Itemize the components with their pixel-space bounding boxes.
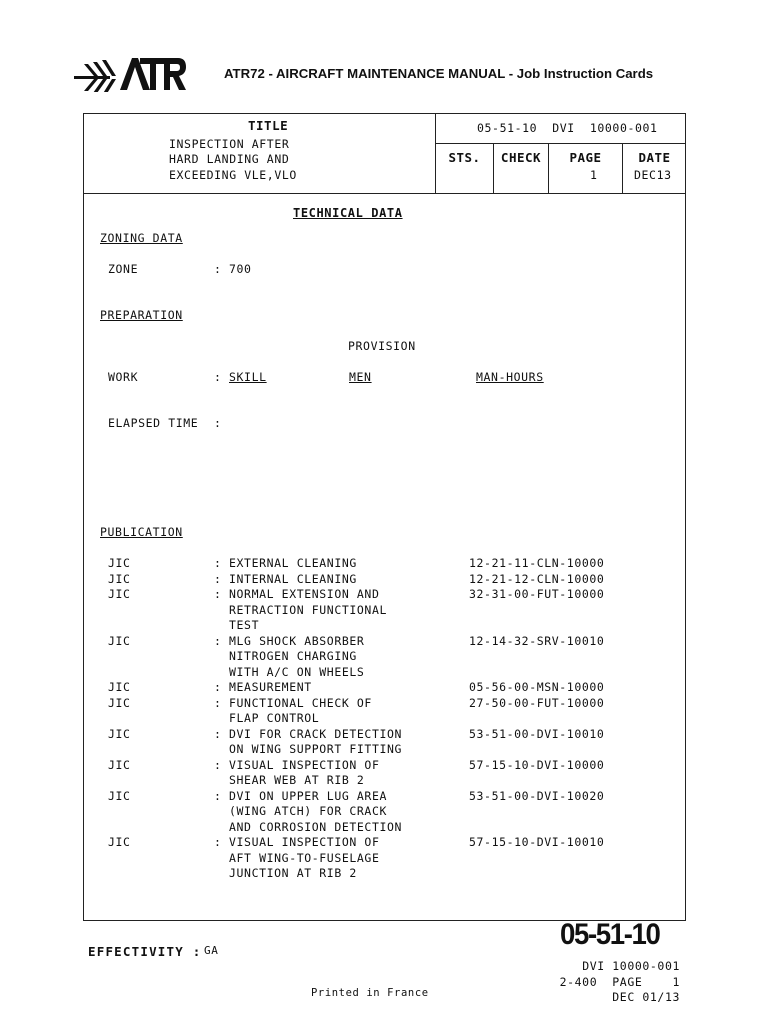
publication-description-line: FUNCTIONAL CHECK OF [229, 695, 372, 710]
publication-colon: : [214, 633, 222, 648]
technical-data-heading: TECHNICAL DATA [293, 206, 403, 220]
date-column-label: DATE [638, 150, 671, 165]
zone-label: ZONE [108, 262, 139, 276]
chapter-code: 05-51-10 [560, 918, 660, 951]
footer-date-line: DEC 01/13 [612, 990, 680, 1004]
title-label: TITLE [248, 118, 289, 133]
publication-description-line: NITROGEN CHARGING [229, 649, 357, 663]
publication-description-line: NORMAL EXTENSION AND [229, 587, 380, 601]
title-line-2: HARD LANDING AND [169, 152, 290, 166]
publication-heading: PUBLICATION [100, 525, 183, 539]
publication-type: JIC [108, 587, 131, 601]
publication-reference: 53-51-00-DVI-10020 [469, 788, 605, 803]
publication-type: JIC [108, 571, 131, 586]
publication-reference: 12-21-11-CLN-10000 [469, 556, 605, 570]
publication-description-line: DVI ON UPPER LUG AREA [229, 788, 387, 803]
publication-description-line: AFT WING-TO-FUSELAGE [229, 850, 380, 865]
manual-title: ATR72 - AIRCRAFT MAINTENANCE MANUAL - Job Instruction Cards [224, 66, 654, 81]
elapsed-time-colon: : [214, 416, 222, 430]
preparation-heading: PREPARATION [100, 308, 183, 322]
publication-type: JIC [108, 556, 131, 570]
date-value: DEC13 [634, 168, 672, 182]
publication-colon: : [214, 788, 222, 803]
publication-reference: 32-31-00-FUT-10000 [469, 587, 605, 601]
publication-description-line: SHEAR WEB AT RIB 2 [229, 773, 365, 787]
publication-type: JIC [108, 680, 131, 694]
sts-column-label: STS. [448, 150, 481, 165]
task-reference: 05-51-10 DVI 10000-001 [477, 121, 658, 135]
effectivity-label: EFFECTIVITY : [88, 944, 202, 959]
elapsed-time-label: ELAPSED TIME [108, 416, 199, 430]
publication-description-line: DVI FOR CRACK DETECTION [229, 726, 403, 741]
title-line-3: EXCEEDING VLE,VLO [169, 168, 297, 182]
atr-logo [74, 54, 186, 92]
publication-description-line: TEST [229, 618, 260, 632]
publication-reference: 12-21-12-CLN-10000 [469, 571, 605, 586]
publication-description-line: (WING ATCH) FOR CRACK [229, 804, 387, 818]
publication-description-line: JUNCTION AT RIB 2 [229, 866, 357, 880]
page-column-label: PAGE [569, 150, 602, 165]
work-colon: : [214, 370, 222, 384]
man-hours-label: MAN-HOURS [476, 370, 544, 384]
publication-colon: : [214, 587, 222, 601]
publication-reference: 12-14-32-SRV-10010 [469, 633, 605, 648]
publication-description-line: WITH A/C ON WHEELS [229, 664, 365, 679]
publication-type: JIC [108, 695, 131, 710]
footer-doc-ref: DVI 10000-001 [582, 959, 680, 973]
publication-type: JIC [108, 788, 131, 803]
publication-colon: : [214, 680, 222, 694]
page-value: 1 [590, 168, 598, 182]
publication-description-line: EXTERNAL CLEANING [229, 556, 357, 570]
publication-reference: 57-15-10-DVI-10000 [469, 757, 605, 772]
publication-type: JIC [108, 726, 131, 741]
header-bottom-rule [84, 193, 686, 194]
publication-description-line: FLAP CONTROL [229, 711, 320, 725]
publication-description-line: VISUAL INSPECTION OF [229, 835, 380, 849]
ref-row-rule [435, 143, 686, 144]
publication-colon: : [214, 835, 222, 849]
publication-description-line: RETRACTION FUNCTIONAL [229, 602, 387, 617]
publication-reference: 05-56-00-MSN-10000 [469, 680, 605, 694]
publication-description-line: MEASUREMENT [229, 680, 312, 694]
publication-description-line: ON WING SUPPORT FITTING [229, 742, 403, 756]
publication-type: JIC [108, 835, 131, 849]
publication-reference: 53-51-00-DVI-10010 [469, 726, 605, 741]
publication-description-line: MLG SHOCK ABSORBER [229, 633, 365, 648]
publication-type: JIC [108, 633, 131, 648]
publication-description-line: AND CORROSION DETECTION [229, 819, 403, 834]
work-label: WORK [108, 370, 139, 384]
publication-colon: : [214, 556, 222, 570]
zone-colon: : [214, 262, 222, 276]
publication-reference: 57-15-10-DVI-10010 [469, 835, 605, 849]
title-line-1: INSPECTION AFTER [169, 137, 290, 151]
publication-description-line: INTERNAL CLEANING [229, 571, 357, 586]
publication-colon: : [214, 726, 222, 741]
zoning-data-heading: ZONING DATA [100, 231, 183, 245]
provision-label: PROVISION [348, 339, 416, 353]
publication-colon: : [214, 757, 222, 772]
footer-page-line: 2-400 PAGE 1 [559, 975, 680, 989]
effectivity-value: GA [204, 944, 219, 957]
publication-colon: : [214, 695, 222, 710]
publication-type: JIC [108, 757, 131, 772]
check-column-label: CHECK [500, 150, 542, 165]
publication-colon: : [214, 571, 222, 586]
publication-reference: 27-50-00-FUT-10000 [469, 695, 605, 710]
publication-description-line: VISUAL INSPECTION OF [229, 757, 380, 772]
printed-in-france: Printed in France [311, 987, 429, 999]
men-label: MEN [349, 370, 372, 384]
skill-label: SKILL [229, 370, 267, 384]
zone-value: 700 [229, 262, 252, 276]
